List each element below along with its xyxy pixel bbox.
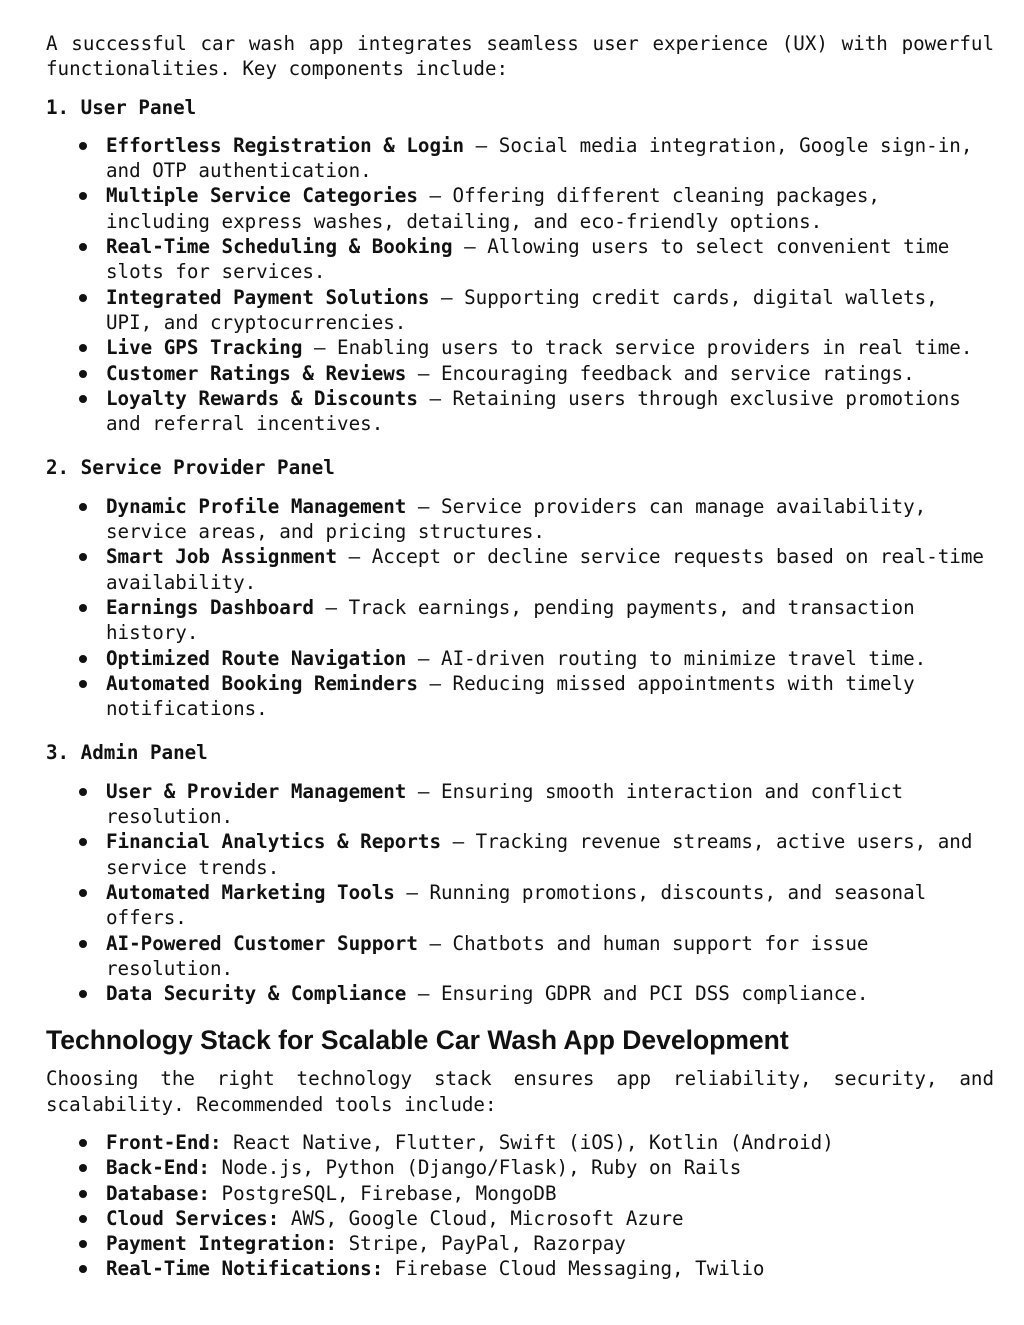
tech-stack-heading: Technology Stack for Scalable Car Wash App Development (46, 1025, 789, 1056)
bullet-icon (79, 503, 87, 511)
item-term: Earnings Dashboard (106, 595, 314, 619)
list-item (106, 234, 994, 285)
item-term: Payment Integration: (106, 1232, 338, 1256)
tech-stack-list (46, 1130, 994, 1282)
list-item (106, 494, 994, 545)
item-term: Real-Time Notifications: (106, 1257, 384, 1281)
user-panel-list (46, 133, 994, 437)
item-term: Front-End: (106, 1130, 222, 1154)
item-desc: Stripe, PayPal, Razorpay (337, 1232, 626, 1256)
bullet-icon (79, 344, 87, 352)
item-desc: Node.js, Python (Django/Flask), Ruby on Rails (209, 1156, 742, 1180)
item-desc: – Social media integration, Google sign-in, and OTP authentication. (106, 133, 973, 183)
item-desc: AWS, Google Cloud, Microsoft Azure (279, 1206, 684, 1230)
item-term: Cloud Services: (106, 1206, 280, 1230)
item-desc: PostgreSQL, Firebase, MongoDB (209, 1181, 557, 1205)
list-item (106, 646, 994, 671)
item-term: Multiple Service Categories (106, 184, 418, 208)
bullet-icon (79, 788, 87, 796)
bullet-icon (79, 1164, 87, 1172)
item-desc: – Running promotions, discounts, and seasonal offers. (106, 880, 927, 930)
section-title-admin-panel: 3. Admin Panel (46, 741, 208, 765)
bullet-icon (79, 142, 87, 150)
list-item (106, 981, 994, 1006)
section-title-user-panel: 1. User Panel (46, 95, 197, 119)
list-item (106, 1231, 994, 1256)
item-desc: – Enabling users to track service providers in real time. (302, 336, 973, 360)
bullet-icon (79, 940, 87, 948)
item-term: Automated Marketing Tools (106, 880, 395, 904)
bullet-icon (79, 1265, 87, 1273)
list-item (106, 386, 994, 437)
list-item (106, 829, 994, 880)
item-term: Automated Booking Reminders (106, 671, 418, 695)
item-term: Database: (106, 1181, 210, 1205)
bullet-icon (79, 243, 87, 251)
item-term: User & Provider Management (106, 779, 407, 803)
item-desc: – Encouraging feedback and service ratings. (406, 361, 915, 385)
list-item (106, 1206, 994, 1231)
list-item (106, 183, 994, 234)
list-item (106, 1155, 994, 1180)
item-term: Integrated Payment Solutions (106, 285, 430, 309)
list-item (106, 671, 994, 722)
bullet-icon (79, 553, 87, 561)
item-term: Back-End: (106, 1156, 210, 1180)
admin-panel-list (46, 779, 994, 1007)
section-title-service-provider-panel: 2. Service Provider Panel (46, 456, 335, 480)
item-term: Live GPS Tracking (106, 336, 303, 360)
item-term: Data Security & Compliance (106, 982, 407, 1006)
item-term: Dynamic Profile Management (106, 494, 407, 518)
list-item (106, 361, 994, 386)
item-desc: – Tracking revenue streams, active users, and service trends. (106, 830, 973, 879)
bullet-icon (79, 192, 87, 200)
item-term: Effortless Registration & Login (106, 133, 465, 157)
list-item (106, 544, 994, 595)
bullet-icon (79, 680, 87, 688)
service-provider-list (46, 494, 994, 722)
bullet-icon (79, 604, 87, 612)
tech-intro-paragraph: Choosing the right technology stack ensures app reliability, security, and scalability. Recommended tools include: (46, 1067, 994, 1116)
list-item (106, 931, 994, 982)
list-item (106, 1130, 994, 1155)
item-term: Real-Time Scheduling & Booking (106, 235, 453, 259)
item-term: Loyalty Rewards & Discounts (106, 386, 418, 410)
bullet-icon (79, 1139, 87, 1147)
item-desc: – Service providers can manage availability, service areas, and pricing structures. (106, 494, 927, 544)
list-item (106, 335, 994, 360)
intro-paragraph: A successful car wash app integrates seamless user experience (UX) with powerful functionalities. Key components include: (46, 32, 994, 81)
item-desc: – Ensuring smooth interaction and conflict resolution. (106, 779, 904, 829)
list-item (106, 133, 994, 184)
bullet-icon (79, 990, 87, 998)
item-desc: – Retaining users through exclusive promotions and referral incentives. (106, 386, 961, 436)
bullet-icon (79, 1240, 87, 1248)
bullet-icon (79, 1215, 87, 1223)
bullet-icon (79, 655, 87, 663)
item-desc: – Reducing missed appointments with timely notifications. (106, 671, 915, 721)
bullet-icon (79, 838, 87, 846)
item-term: Financial Analytics & Reports (106, 830, 442, 854)
bullet-icon (79, 889, 87, 897)
item-desc: – Accept or decline service requests based on real-time availability. (106, 545, 984, 594)
item-desc: – Allowing users to select convenient time slots for services. (106, 235, 950, 284)
item-term: Customer Ratings & Reviews (106, 361, 407, 385)
item-desc: – Ensuring GDPR and PCI DSS compliance. (406, 982, 869, 1006)
item-desc: – Supporting credit cards, digital wallets, UPI, and cryptocurrencies. (106, 285, 938, 334)
list-item (106, 880, 994, 931)
item-desc: Firebase Cloud Messaging, Twilio (383, 1257, 765, 1281)
list-item (106, 595, 994, 646)
item-term: Optimized Route Navigation (106, 646, 407, 670)
list-item (106, 1181, 994, 1206)
item-desc: React Native, Flutter, Swift (iOS), Kotlin (Android) (221, 1130, 834, 1154)
item-desc: – Chatbots and human support for issue resolution. (106, 931, 869, 980)
item-desc: – Track earnings, pending payments, and transaction history. (106, 595, 915, 645)
bullet-icon (79, 1190, 87, 1198)
item-desc: – Offering different cleaning packages, including express washes, detailing, and eco-friendly options. (106, 184, 880, 233)
item-term: AI-Powered Customer Support (106, 931, 418, 955)
bullet-icon (79, 395, 87, 403)
list-item (106, 779, 994, 830)
bullet-icon (79, 294, 87, 302)
list-item (106, 1256, 994, 1281)
document-page (46, 31, 994, 1282)
bullet-icon (79, 370, 87, 378)
item-desc: – AI-driven routing to minimize travel time. (406, 646, 927, 670)
item-term: Smart Job Assignment (106, 545, 338, 569)
list-item (106, 285, 994, 336)
